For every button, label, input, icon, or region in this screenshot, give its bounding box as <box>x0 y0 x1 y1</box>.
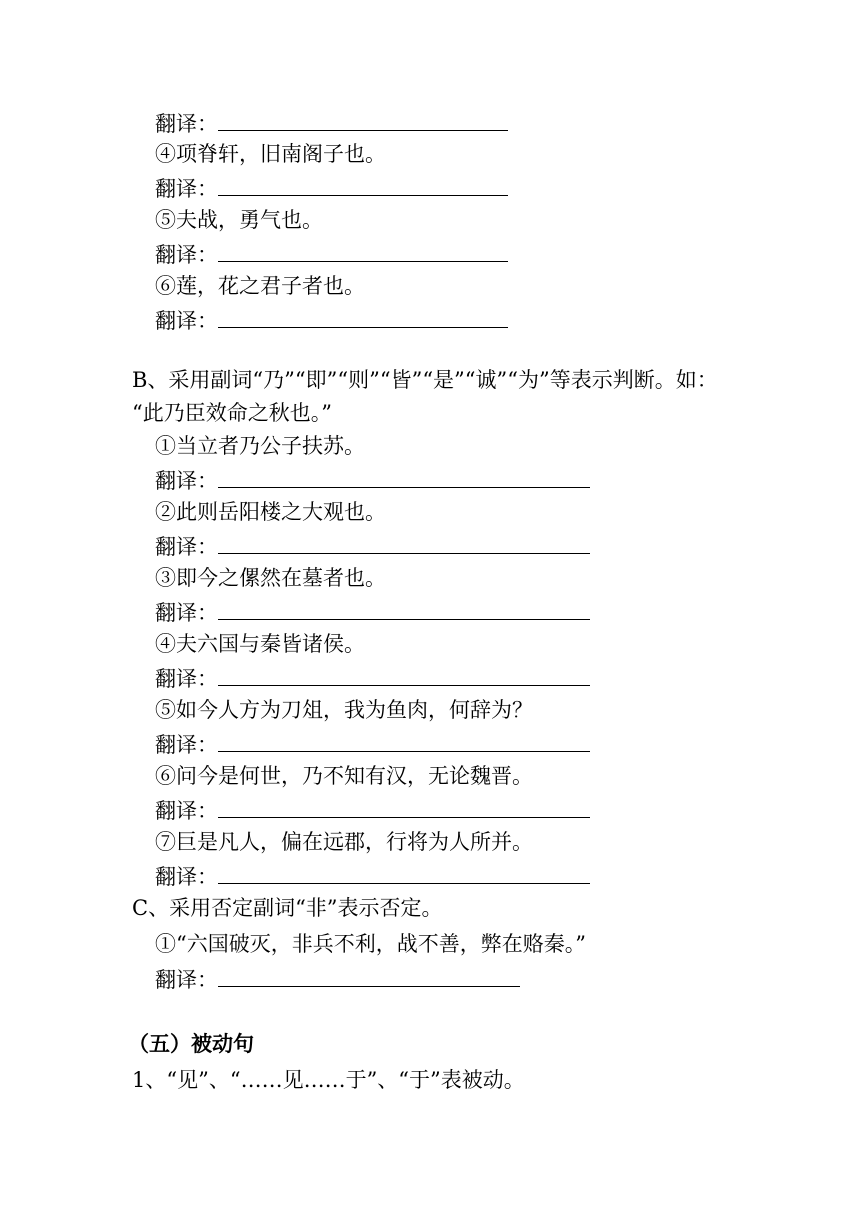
sentence-item: ⑦巨是凡人，偏在远郡，行将为人所并。 <box>155 830 533 854</box>
sentence-item: ④夫六国与秦皆诸侯。 <box>155 632 365 656</box>
translation-line <box>155 465 590 495</box>
translation-label: 翻译： <box>155 799 218 823</box>
sentence-item: ⑥莲，花之君子者也。 <box>155 274 365 298</box>
answer-blank[interactable] <box>218 108 508 131</box>
translation-line <box>155 964 520 994</box>
translation-line <box>155 531 590 561</box>
translation-label: 翻译： <box>155 601 218 625</box>
translation-line <box>155 173 508 203</box>
answer-blank[interactable] <box>218 531 590 554</box>
translation-line <box>155 597 590 627</box>
translation-label: 翻译： <box>155 865 218 889</box>
translation-label: 翻译： <box>155 243 218 267</box>
section-heading: （五）被动句 <box>128 1031 254 1056</box>
sentence-item: ①“六国破灭，非兵不利，战不善，弊在赂秦。” <box>155 932 586 956</box>
translation-line <box>155 663 590 693</box>
translation-label: 翻译： <box>155 733 218 757</box>
translation-label: 翻译： <box>155 177 218 201</box>
answer-blank[interactable] <box>218 861 590 884</box>
answer-blank[interactable] <box>218 795 590 818</box>
answer-blank[interactable] <box>218 239 508 262</box>
translation-label: 翻译： <box>155 469 218 493</box>
translation-line <box>155 861 590 891</box>
translation-label: 翻译： <box>155 309 218 333</box>
answer-blank[interactable] <box>218 663 590 686</box>
sentence-item: ③即今之傫然在墓者也。 <box>155 566 386 590</box>
sentence-item: ⑤如今人方为刀俎，我为鱼肉，何辞为？ <box>155 698 533 722</box>
sentence-item: ②此则岳阳楼之大观也。 <box>155 500 386 524</box>
section-b-title: B、采用副词“乃”“即”“则”“皆”“是”“诚”“为”等表示判断。如： <box>132 368 718 392</box>
translation-label: 翻译： <box>155 535 218 559</box>
section-item: 1、“见”、“……见……于”、“于”表被动。 <box>132 1068 525 1092</box>
translation-line <box>155 108 508 138</box>
section-b-example: “此乃臣效命之秋也。” <box>132 401 332 425</box>
sentence-item: ⑤夫战，勇气也。 <box>155 208 323 232</box>
answer-blank[interactable] <box>218 964 520 987</box>
sentence-item: ④项脊轩，旧南阁子也。 <box>155 142 386 166</box>
translation-line <box>155 305 508 335</box>
translation-line <box>155 795 590 825</box>
answer-blank[interactable] <box>218 305 508 328</box>
answer-blank[interactable] <box>218 597 590 620</box>
answer-blank[interactable] <box>218 465 590 488</box>
translation-label: 翻译： <box>155 667 218 691</box>
translation-line <box>155 729 590 759</box>
translation-label: 翻译： <box>155 112 218 136</box>
answer-blank[interactable] <box>218 173 508 196</box>
translation-label: 翻译： <box>155 968 218 992</box>
sentence-item: ①当立者乃公子扶苏。 <box>155 434 365 458</box>
translation-line <box>155 239 508 269</box>
sentence-item: ⑥问今是何世，乃不知有汉，无论魏晋。 <box>155 764 533 788</box>
answer-blank[interactable] <box>218 729 590 752</box>
section-c-title: C、采用否定副词“非”表示否定。 <box>132 896 443 920</box>
